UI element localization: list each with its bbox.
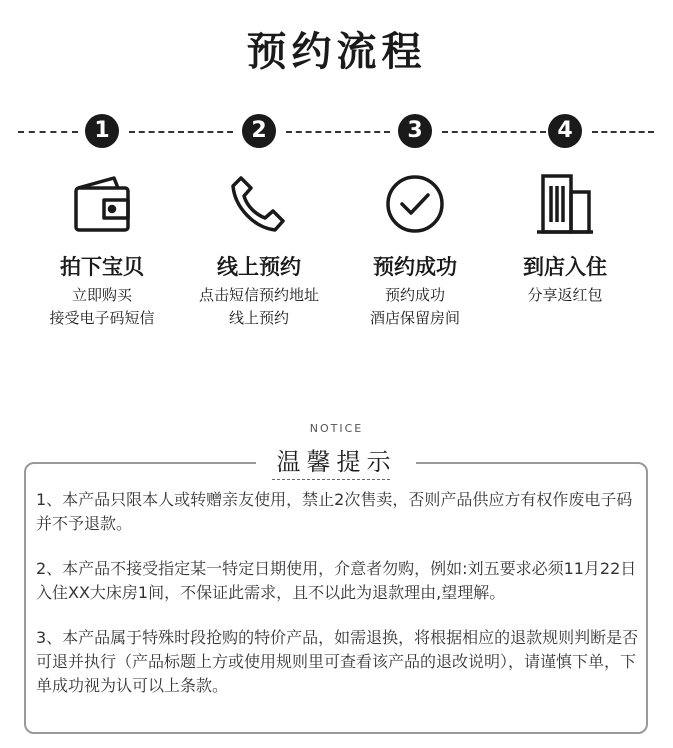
step-3 xyxy=(335,168,495,330)
step-2 xyxy=(179,168,339,330)
step-1 xyxy=(22,168,182,330)
step-description: 预约成功 酒店保留房间 xyxy=(369,286,460,327)
step-timeline xyxy=(0,114,673,150)
timeline-dash xyxy=(129,131,233,133)
notice-rule: 3、本产品属于特殊时段抢购的特价产品，如需退换，将根据相应的退款规则判断是否可退并执行（产品标题上方或使用规则里可查看该产品的退改说明），请谨慎下单，下单成功视为认可以上条款。 xyxy=(36,628,639,695)
timeline-dash xyxy=(442,131,546,133)
phone-icon xyxy=(179,168,339,240)
notice-label-en: NOTICE xyxy=(309,422,364,435)
step-name: 预约成功 xyxy=(373,255,457,279)
step-name: 线上预约 xyxy=(217,255,301,279)
step-name: 到店入住 xyxy=(523,255,607,279)
page-title: 预约流程 xyxy=(246,29,427,75)
notice-rules xyxy=(36,488,642,719)
step-description: 分享返红包 xyxy=(527,286,603,304)
wallet-icon xyxy=(22,168,182,240)
step-number-3: 3 xyxy=(398,114,432,148)
step-description: 立即购买 接受电子码短信 xyxy=(49,286,155,327)
step-number-2: 2 xyxy=(242,114,276,148)
step-name: 拍下宝贝 xyxy=(60,255,144,279)
check-circle-icon xyxy=(335,168,495,240)
step-4 xyxy=(485,168,645,307)
building-icon xyxy=(485,168,645,240)
notice-rule: 2、本产品不接受指定某一特定日期使用，介意者勿购，例如:刘五要求必须11月22日入住XX大床房1间，不保证此需求，且不以此为退款理由,望理解。 xyxy=(36,559,637,602)
step-number-4: 4 xyxy=(548,114,582,148)
notice-title: 温馨提示 xyxy=(276,448,397,476)
notice-rule: 1、本产品只限本人或转赠亲友使用，禁止2次售卖，否则产品供应方有权作废电子码并不予退款。 xyxy=(36,490,633,533)
notice-title-underline xyxy=(272,479,390,480)
step-number-1: 1 xyxy=(85,114,119,148)
timeline-dash xyxy=(592,131,654,133)
timeline-dash xyxy=(286,131,390,133)
step-description: 点击短信预约地址 线上预约 xyxy=(198,286,319,327)
timeline-dash xyxy=(18,131,78,133)
